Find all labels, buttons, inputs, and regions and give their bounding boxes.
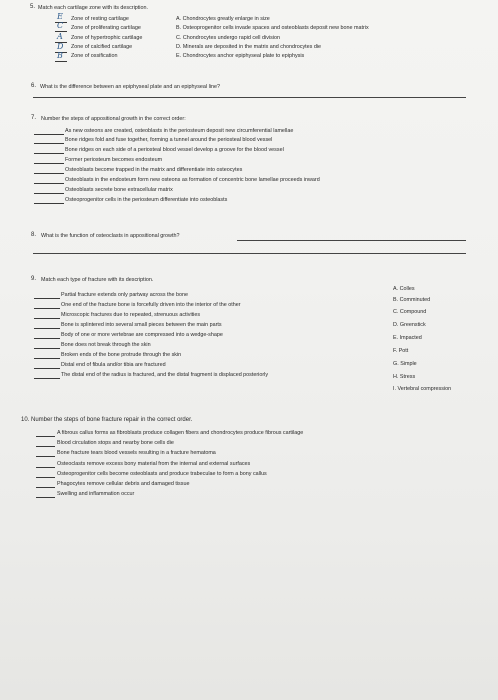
q7-step: Bone ridges on each side of a periosteal blood vessel develop a groove for the blood vessel (65, 147, 284, 153)
q10-prompt: 10. Number the steps of bone fracture repair in the correct order. (21, 417, 193, 423)
q9-description: Body of one or more vertebrae are compressed into a wedge-shape (61, 332, 223, 338)
q7-prompt: Number the steps of appositional growth in the correct order: (41, 115, 186, 122)
q8-answer-line-2[interactable] (33, 253, 466, 254)
q5-handwritten-answer: B (57, 51, 63, 60)
q10-order-blank[interactable] (36, 446, 55, 447)
q7-step: Osteoprogenitor cells in the periosteum differentiate into osteoblasts (65, 197, 228, 203)
q5-zone-label: Zone of proliferating cartilage (71, 25, 141, 31)
q9-option: E. Impacted (393, 335, 422, 341)
q8-answer-line[interactable] (237, 240, 466, 241)
q6-answer-line[interactable] (33, 97, 466, 98)
q5-number: 5. (30, 4, 36, 10)
q5-description: B. Osteoprogenitor cells invade spaces and osteoblasts deposit new bone matrix (176, 25, 369, 31)
q10-step: Osteoprogenitor cells become osteoblasts and produce trabeculae to form a bony callus (57, 471, 267, 477)
q9-option: C. Compound (393, 309, 427, 315)
q5-description: C. Chondrocytes undergo rapid cell division (176, 34, 280, 41)
q7-order-blank[interactable] (34, 173, 64, 174)
q5-zone-label: Zone of resting cartilage (71, 15, 129, 22)
q9-description: One end of the fracture bone is forcefully driven into the interior of the other (61, 302, 241, 308)
q7-number: 7. (31, 115, 37, 121)
q8-number: 8. (31, 232, 37, 238)
q10-order-blank[interactable] (36, 467, 55, 468)
q8-prompt: What is the function of osteoclasts in appositional growth? (41, 232, 180, 239)
q5-zone-label: Zone of calcified cartilage (71, 43, 133, 50)
q10-step: Swelling and inflammation occur (57, 491, 135, 497)
q5-zone-label: Zone of ossification (71, 53, 118, 59)
q10-order-blank[interactable] (36, 456, 55, 457)
q10-order-blank[interactable] (36, 487, 55, 488)
q9-answer-blank[interactable] (34, 328, 60, 329)
q9-description: Bone is splintered into several small pieces between the main parts (61, 322, 222, 328)
q7-order-blank[interactable] (34, 193, 64, 194)
q5-handwritten-answer: D (57, 42, 64, 51)
q7-order-blank[interactable] (34, 183, 64, 184)
q9-description: Microscopic fractures due to repeated, strenuous activities (61, 312, 201, 318)
q7-step: Bone ridges fold and fuse together, forming a tunnel around the periosteal blood vessel (65, 137, 273, 143)
q10-order-blank[interactable] (36, 477, 55, 478)
q9-answer-blank[interactable] (34, 298, 60, 299)
q9-option: H. Stress (393, 374, 416, 380)
q5-handwritten-answer: C (57, 21, 64, 30)
q7-order-blank[interactable] (34, 163, 64, 164)
q6-prompt: What is the difference between an epiphyseal plate and an epiphyseal line? (40, 83, 221, 90)
q9-option: I. Vertebral compression (393, 386, 452, 392)
q7-order-blank[interactable] (34, 143, 64, 144)
q5-answer-blank[interactable] (55, 61, 67, 62)
q9-option: D. Greenstick (393, 322, 426, 328)
q9-description: Distal end of fibula and/or tibia are fractured (61, 362, 166, 368)
q5-handwritten-answer: E (57, 12, 63, 21)
q9-description: Partial fracture extends only partway across the bone (61, 292, 189, 298)
q5-zone-label: Zone of hypertrophic cartilage (71, 34, 143, 41)
q9-number: 9. (31, 276, 37, 282)
q10-step: Phagocytes remove cellular debris and damaged tissue (57, 481, 190, 487)
q5-description: E. Chondrocytes anchor epiphyseal plate to epiphysis (176, 53, 305, 59)
q5-handwritten-answer: A (57, 32, 63, 41)
q10-step: Bone fracture tears blood vessels resulting in a fracture hematoma (57, 450, 216, 456)
q9-option: G. Simple (393, 361, 417, 367)
q10-order-blank[interactable] (36, 497, 55, 498)
q9-prompt: Match each type of fracture with its description. (41, 276, 154, 283)
q9-answer-blank[interactable] (34, 318, 60, 319)
q9-description: The distal end of the radius is fractured, and the distal fragment is displaced posteriorly (61, 372, 269, 378)
q9-answer-blank[interactable] (34, 358, 60, 359)
q9-answer-blank[interactable] (34, 368, 60, 369)
q7-step: Former periosteum becomes endosteum (65, 157, 163, 163)
q7-step: Osteoblasts secrete bone extracellular matrix (65, 187, 173, 193)
q9-answer-blank[interactable] (34, 338, 60, 339)
q5-description: D. Minerals are deposited in the matrix and chondrocytes die (176, 43, 322, 50)
q9-option: B. Comminuted (393, 297, 431, 303)
q9-option: F. Pott (393, 348, 409, 354)
q9-answer-blank[interactable] (34, 308, 60, 309)
q7-step: Osteoblasts become trapped in the matrix and differentiate into osteocytes (65, 167, 243, 173)
q5-prompt: Match each cartilage zone with its description. (38, 4, 148, 11)
q7-step: As new osteons are created, osteoblasts in the periosteum deposit new circumferential lamellae (65, 128, 294, 134)
q7-order-blank[interactable] (34, 203, 64, 204)
q9-option: A. Colles (393, 286, 415, 292)
q5-description: A. Chondrocytes greatly enlarge in size (176, 15, 270, 22)
q7-step: Osteoblasts in the endosteum form new osteons as formation of concentric bone lamellae proceeds inward (65, 177, 320, 183)
q10-step: A fibrous callus forms as fibroblasts produce collagen fibers and chondrocytes produce fibrous cartilage (57, 430, 304, 436)
q10-step: Osteoclasts remove excess bony material from the internal and external surfaces (57, 461, 251, 467)
q9-answer-blank[interactable] (34, 378, 60, 379)
q6-number: 6. (31, 83, 37, 89)
q10-order-blank[interactable] (36, 436, 55, 437)
q7-order-blank[interactable] (34, 134, 64, 135)
q9-description: Bone does not break through the skin (61, 342, 151, 348)
q7-order-blank[interactable] (34, 153, 64, 154)
q9-description: Broken ends of the bone protrude through the skin (61, 352, 182, 358)
q9-answer-blank[interactable] (34, 348, 60, 349)
q10-step: Blood circulation stops and nearby bone cells die (57, 440, 174, 446)
